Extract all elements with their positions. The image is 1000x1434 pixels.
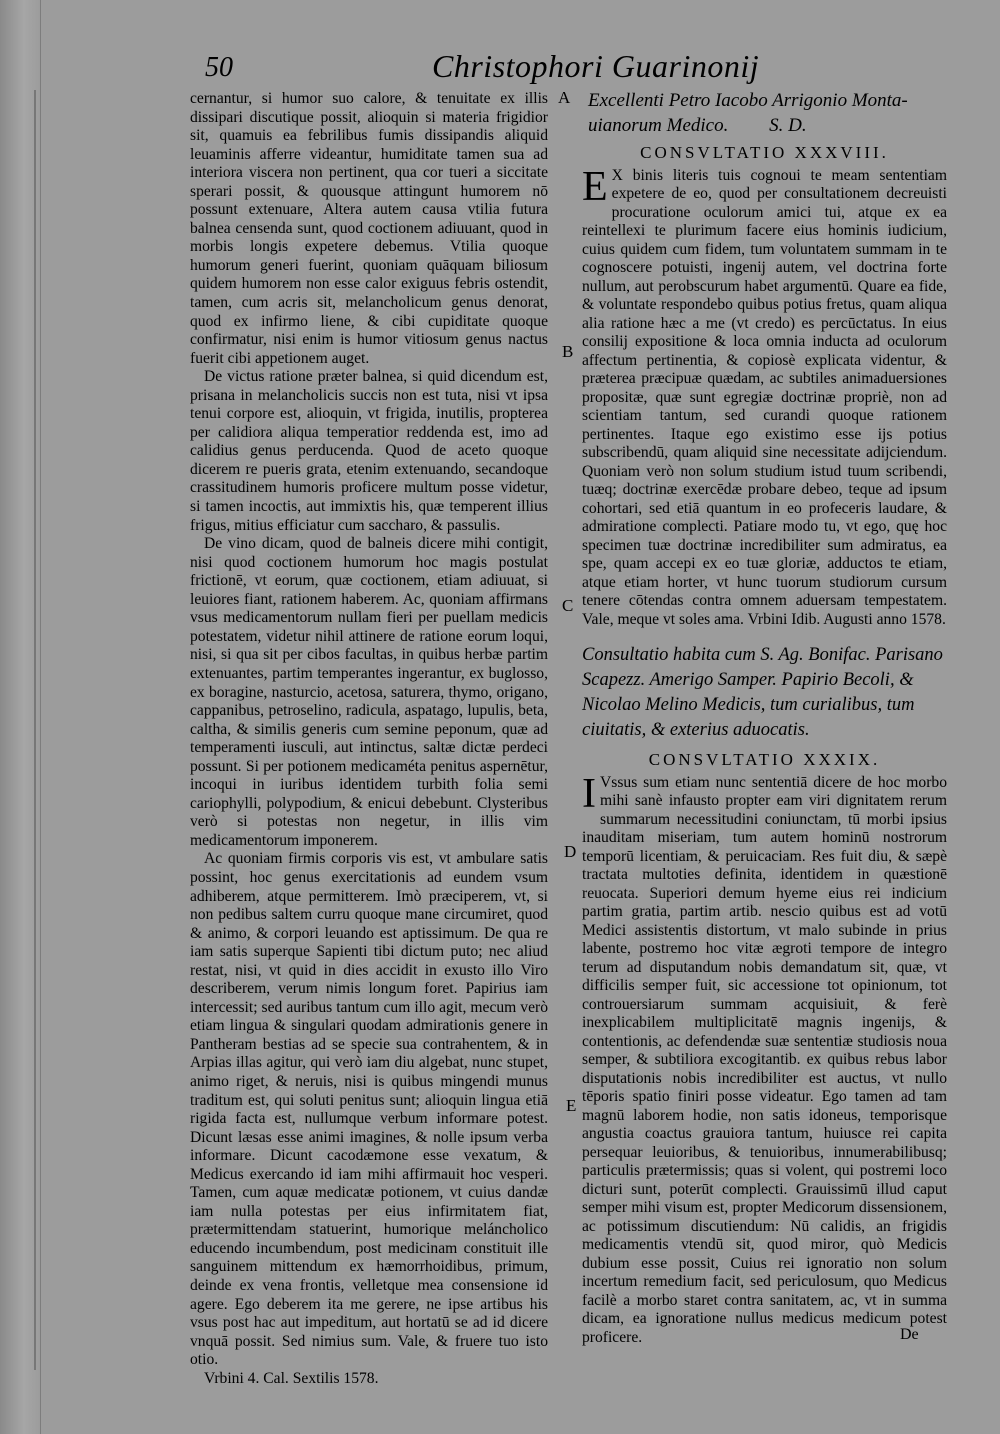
left-paragraph-4: Ac quoniam firmis corporis vis est, vt ambulare satis possint, hoc genus exercitationis ad eundem vsum adhiberem, atque permitterem. Imò præciperem, vt, si non pedibus saltem curru quoque mane circumiret, quod & animo, & corpori leuando est aptissimum. De qua re iam satis superque Sapienti tibi dictum puto; nec aliud restat, nisi, vt quid in dies accidit in exusto illo Viro describerem, verum nimis longum foret. Papirius iam intercessit; sed auribus tantum cum illo agit, mecum verò etiam lingua & singulari quodam admirationis genere in Pantheram bestias ad se specie sua contrahentem, & in Arpias illas agitur, qui verò iam diu algebat, nunc stupet, animo riget, & neruis, nisi is quibus mingendi munus traditum est, qui soluti penitus sunt; alioquin lingua etiā rigida facta est, nullumque verbum informare potest. Dicunt læsas esse animi imagines, & nolle ipsum verba informare. Dicunt cacodæmone esse vexatum, & Medicus exercando id iam mihi affirmauit hoc vesperi. Tamen, cum aquæ medicatæ potionem, vt cuius dandæ iam nulla potestas per eius infirmitatem fiat, prætermittendam statuerint, humorique meláncholico educendo incumbendum, post medicinam constituit ille sanguinem mittendum ex hæmorrhoidibus, primum, deinde ex vena frontis, velletque mea consensione id agere. Ego deberem ita me gerere, ne ipse artibus his vsus post hac aut impeditum, aut hortatū se ad id dicere vnquā possit. Sed nimius sum. Vale, & fruere tuo isto otio.	[190, 850, 548, 1369]
letter-addressee	[588, 88, 947, 138]
left-signoff: Vrbini 4. Cal. Sextilis 1578.	[204, 1369, 379, 1387]
drop-cap-i: I	[582, 770, 596, 817]
consultation-heading-38: CONSVLTATIO XXXVIII.	[640, 143, 889, 162]
consultation-heading-39: CONSVLTATIO XXXIX.	[648, 750, 881, 769]
letter-body	[582, 163, 947, 630]
catchword: De	[900, 1326, 919, 1343]
salutation: S. D.	[769, 115, 807, 136]
right-column	[582, 88, 947, 1347]
consultation-text: Vssus sum etiam nunc sententiā dicere de hoc morbo mihi sanè infausto propter eam viri dignitatem rerum summarum necessitudini coniunctam, tū morbi ipsius inauditam miseriam, tum autem hominū nostrorum temporū licentiam, & peruicaciam. Res fuit diu, & sæpè tractata multoties definita, identidem in quæstionē reuocata. Superiori demum hyeme eius rei indicium partim gratia, partim artib. nescio quibus est ad votū Medici assistentis distortum, vt malo subinde in prius labente, postremo hoc vitæ ægroti tempore de integro terum ad disputandum nobis demandatum sit, quæ, vt difficilis semper fuit, sic accessione tot opinionum, tot controuersiarum summam acquisiuit, & ferè inexplicabilem multiplicitatē magnis ingenijs, & contentionis, ac defendendæ suæ sententiæ studiosis noua semper, & subtiliora excogitantib. ex quibus rebus labor disputationis nobis incredibiliter est auctus, vt nullo tēporis spatio finiri posse videatur. Ego tamen ad tam magnū laborem hodie, non satis idoneus, temporisque angustia coactus grauiora tantum, huiusce rei capita persequar leuioribus, & tenuioribus, innumerabilibusq; particulis prætermissis; quas si volent, qui postremi loco dicturi sunt, poterūt complecti. Grauissimū illud caput semper mihi visum est, propter Medicorum dissensionem, ac potissimum discutiendum: Nū calidis, an frigidis medicamentis vtendū sit, quod miror, quò Medicis dubium esse possit, Cuius rei ignoratio non solum incertum remedium facit, sed periculosum, quo Medicus facilè a morbo staret contra sanitatem, ac, vt in summa dicam, ea ignoratione nullus medicus medicum potest proficere.	[582, 773, 947, 1346]
page-number: 50	[205, 52, 233, 83]
consultation-body	[582, 770, 947, 1348]
running-head: Christophori Guarinonij	[432, 48, 760, 84]
margin-marker-d: D	[564, 842, 577, 861]
left-paragraph-2: De victus ratione præter balnea, si quid dicendum est, prisana in melancholicis succis non est tuta, nisi vt ipsa tenui corpore est, alioquin, vt frigida, inutilis, propterea per calidiora aliqua temperatior reddenda est, imo ad calidius genus perducenda. Quod de aceto quoque dicerem re pueris grata, etenim extenuando, secandoque crassitudinem humoris proficere multum posse videtur, si tamen incoctis, aut immixtis his, quæ temperent illius frigus, mitius efficiatur cum saccharo, & passulis.	[190, 368, 548, 534]
book-gutter	[0, 0, 41, 1434]
left-paragraph-3: De vino dicam, quod de balneis dicere mihi contigit, nisi quod coctionem humorum hoc magis postulat frictionē, vt eorum, quæ coctionem, etiam adiuuat, si leuiores fiant, rationem haberem. Ac, quoniam affirmans vsus medicamentorum nullam fieri per puellam medicis potestatem, videtur nihil attinere de ratione eorum loqui, nisi, si qua sit per cibos facultas, in quibus herbæ partim extenuantes, partim temperantes ingerantur, ex buglosso, ex boragine, nasturcio, acetosa, saturera, thymo, origano, cappanibus, petroselino, radicula, aspatago, lupulis, beta, caltha, & similis generis cum semine peponum, quæ ad temperamenti iusculi, aut intinctus, saltæ dictæ perdeci possunt. Si per potionem medicaméta penitus aspernētur, incoqui in iuribus identidem turbith folia semi cariophylli, polypodium, & enicui debebunt. Clysteribus verò si potestas non negetur, in illis vim medicamentorum imponerem.	[190, 535, 548, 849]
left-column	[190, 90, 548, 1388]
consultation-title: Consultatio habita cum S. Ag. Bonifac. Parisano Scapezz. Amerigo Samper. Papirio Becoli, & Nicolao Melino Medicis, tum curialibus, tum ciuitatis, & exterius aduocatis.	[582, 645, 943, 740]
drop-cap-e: E	[582, 163, 608, 210]
addressee-line-1: Excellenti Petro Iacobo Arrigonio Monta-	[588, 90, 908, 111]
left-paragraph-1: cernantur, si humor suo calore, & tenuitate ex illis dissipari discutique possit, alioquin si materia frigidior sit, quamuis ea febrilibus fumis dissipandis aliquid leuaminis afferre videantur, humiditate tamen sua ad interiora viscera non pertinent, qua cor tueri a siccitate sperari possit, & quousque attingunt humorem nō possunt extenuare, Altera autem causa vtilia futura balnea censenda sunt, quod coctionem adiuuant, quod in morbis longis expetere debemus. Vtilia quoque humorum generi fuerint, quoniam quāquam biliosum quidem humorem non esse calor exiguus febris ostendit, tamen, cum acris sit, melancholicum genus denorat, quod ex infirmo liene, & cibi cupiditate quoque confirmatur, nisi enim is humor vitiosum genus nactus fuerit cibi appetionem auget.	[190, 90, 548, 367]
addressee-line-2	[588, 113, 947, 138]
gutter-shadow-line	[34, 90, 36, 1370]
addressee-title: uianorum Medico.	[588, 115, 729, 136]
margin-marker-b: B	[562, 342, 574, 361]
margin-marker-c: C	[562, 596, 574, 615]
margin-marker-a: A	[558, 88, 571, 107]
letter-text: X binis literis tuis cognoui te meam sententiam expetere de eo, quod per consultationem decreuisti procuratione oculorum amici tui, atque ex ea reintellexi te plurimum facere eius hominis iudicium, cuius quidem cum fidem, tum voluntatem summam in te cognoscere potuisti, ingenij autem, vel doctrina forte nullum, aut perobscurum habet argumentū. Quare ea fide, & voluntate respondebo quibus potius fretus, quam aliqua alia ratione hæc a me (vt credo) es percūctatus. In eius consilij expositione & loca omnia inducta ad oculorum affectum pertinentia, & copiosè explicata videntur, & præterea præcipuæ quædam, ac subtiles animaduersiones propositæ, quæ sunt egregiæ doctrinæ propriè, non ad scientiam tantum, sed curandi quoque rationem pertinentes. Itaque ego existimo esse ijs potius subscribendū, quam aliquid sine necessitate adijciendum. Quoniam verò non solum studium istud tuum scribendi, tuæq; doctrinæ exercēdæ probare debeo, teque ad ipsum cohortari, sed etiā quantum in eo profeceris laudare, & admiratione complecti. Patiare modo tu, vt ego, quę hoc specimen tuæ doctrinæ incredibiliter sum admiratus, ea spe, quam accepi ex eo tuæ gloriæ, adductos te etiam, atque etiam horter, vt hunc tuorum studiorum cursum tenere cōtendas contra omnem aduersam tempestatem. Vale, meque vt soles ama. Vrbini Idib. Augusti anno 1578.	[582, 166, 947, 628]
margin-marker-e: E	[566, 1096, 577, 1115]
